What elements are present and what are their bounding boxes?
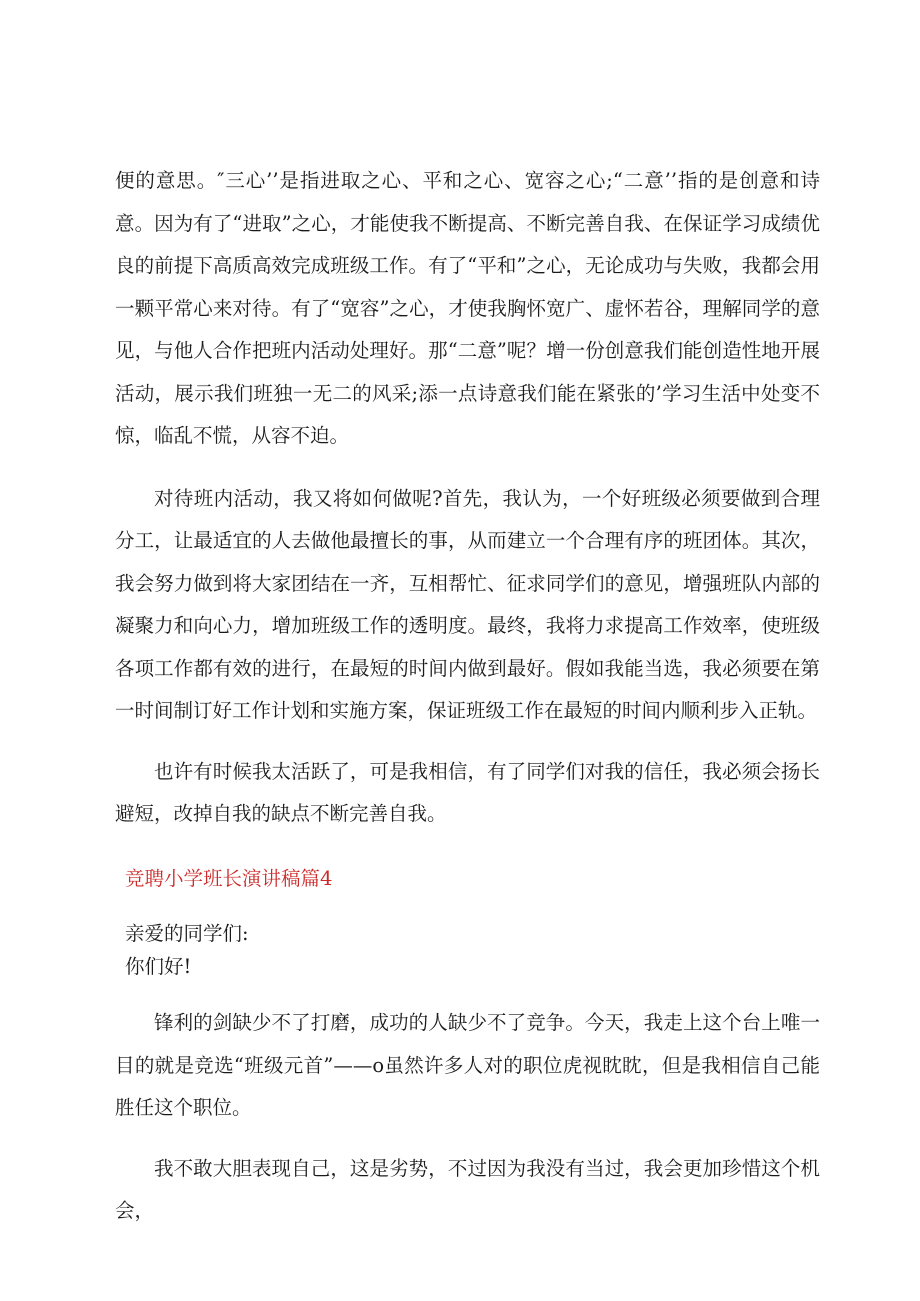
document-body xyxy=(115,160,820,1233)
paragraph-class-activities: 对待班内活动，我又将如何做呢?首先，我认为，一个好班级必须要做到合理分工，让最适宜的人去做他最擅长的事，从而建立一个合理有序的班团体。其次，我会努力做到将大家团结在一齐，互相帮忙、征求同学们的意见，增强班队内部的凝聚力和向心力，增加班级工作的透明度。最终，我将力求提高工作效率，使班级各项工作都有效的进行，在最短的时间内做到最好。假如我能当选，我必须要在第一时间制订好工作计划和实施方案，保证班级工作在最短的时间内顺利步入正轨。 xyxy=(115,486,820,722)
salutation-classmates: 亲爱的同学们: xyxy=(125,922,249,945)
paragraph-competition: 锋利的剑缺少不了打磨，成功的人缺少不了竞争。今天，我走上这个台上唯一目的就是竞选“班级元首”——o虽然许多人对的职位虎视眈眈，但是我相信自己能胜任这个职位。 xyxy=(115,1011,820,1119)
salutation-greeting: 你们好! xyxy=(125,955,192,978)
paragraph-three-hearts: 便的意思。″三心’’是指进取之心、平和之心、宽容之心;“二意’’指的是创意和诗意。因为有了“进取”之心，才能使我不断提高、不断完善自我、在保证学习成绩优良的前提下高质高效完成班级工作。有了“平和”之心，无论成功与失败，我都会用一颗平常心来对待。有了“宽容”之心，才使我胸怀宽广、虚怀若谷，理解同学的意见，与他人合作把班内活动处理好。那“二意”呢？增一份创意我们能创造性地开展活动，展示我们班独一无二的风采;添一点诗意我们能在紧张的’学习生活中处变不惊，临乱不慌，从容不迫。 xyxy=(115,169,820,447)
paragraph-opportunity: 我不敢大胆表现自己，这是劣势，不过因为我没有当过，我会更加珍惜这个机会， xyxy=(115,1156,820,1222)
section-heading: 竞聘小学班长演讲稿篇4 xyxy=(125,866,333,890)
paragraph-self-improvement: 也许有时候我太活跃了，可是我相信，有了同学们对我的信任，我必须会扬长避短，改掉自我的缺点不断完善自我。 xyxy=(115,759,820,825)
